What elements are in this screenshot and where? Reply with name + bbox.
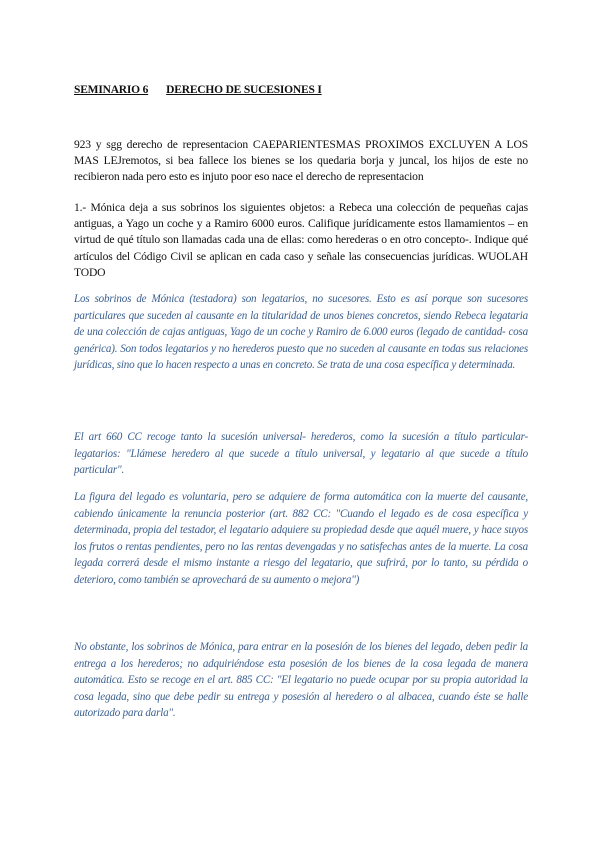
answer-paragraph: La figura del legado es voluntaria, pero se adquiere de forma automática con la muerte del causante, cabiendo únicamente la renuncia posterior (art. 882 CC: "Cuando el legado es de cosa específica y determinada, propia del testador, el legatario adquiere su propiedad desde que aquél muere, y hace suyos los frutos o rentas pendientes, pero no las rentas devengadas y no satisfechas antes de la muerte. La cosa legada correrá desde el mismo instante a riesgo del legatario, que sufrirá, por lo tanto, su pérdida o deterioro, como también se aprovechará de su aumento o mejora") xyxy=(74,491,528,586)
seminar-label: SEMINARIO 6 xyxy=(74,84,149,96)
intro-note: 923 y sgg derecho de representacion CAEPARIENTESMAS PROXIMOS EXCLUYEN A LOS MAS LEJremotos, si bea fallece los bienes se los quedaria borja y juncal, los hijos de este no recibieron nada pero esto es injuto poor eso nace el derecho de representacion xyxy=(74,138,528,184)
answer-paragraph: Los sobrinos de Mónica (testadora) son legatarios, no sucesores. Esto es así porque son sucesores particulares que suceden al causante en la titularidad de unos bienes concretos, siendo Rebeca legataria de una colección de cajas antiguas, Yago de un coche y Ramiro de 6.000 euros (legado de cantidad- cosa genérica). Son todos legatarios y no herederos puesto que no suceden al causante en todas sus relaciones jurídicas, sino que lo hacen respecto a unas en concreto. Se trata de una cosa específica y determinada. xyxy=(74,293,528,372)
answer-paragraph: No obstante, los sobrinos de Mónica, para entrar en la posesión de los bienes del legado, deben pedir la entrega a los herederos; no adquiriéndose esta posesión de los bienes de la cosa legada de manera automática. Esto se recoge en el art. 885 CC: "El legatario no puede ocupar por su propia autoridad la cosa legada, sino que debe pedir su entrega y posesión al heredero o al albacea, cuando éste se halle autorizado para darla". xyxy=(74,641,528,720)
answer-paragraph: El art 660 CC recoge tanto la sucesión universal- herederos, como la sucesión a título particular- legatarios: "Llámese heredero al que sucede a título universal, y legatario al que sucede a título particular". xyxy=(74,431,528,477)
subject-title: DERECHO DE SUCESIONES I xyxy=(166,84,322,96)
question-paragraph: 1.- Mónica deja a sus sobrinos los siguientes objetos: a Rebeca una colección de pequeñas cajas antiguas, a Yago un coche y a Ramiro 6000 euros. Califique jurídicamente estos llamamientos – en virtud de qué título son llamadas cada una de ellas: como herederas o en otro concepto-. Indique qué artículos del Código Civil se aplican en cada caso y señale las consecuencias jurídicas. WUOLAH TODO xyxy=(74,201,528,279)
document-heading xyxy=(74,84,348,96)
